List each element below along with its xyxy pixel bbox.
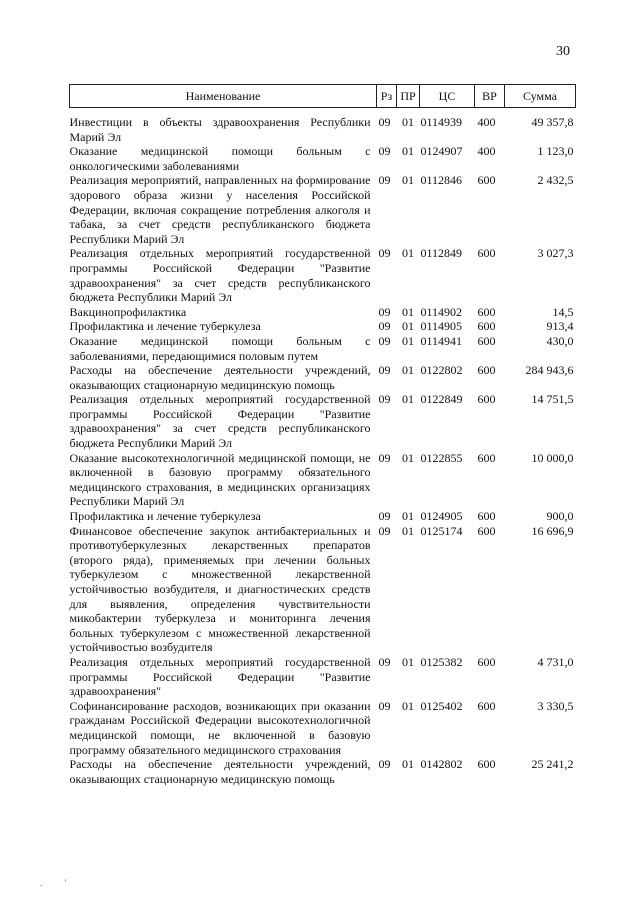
cell-sum: 3 330,5 — [537, 698, 574, 713]
header-sum: Сумма — [505, 85, 576, 108]
cell-vr: 600 — [477, 509, 496, 524]
cell-pr: 01 — [402, 509, 414, 524]
table-row — [70, 451, 576, 509]
cell-cs: 0122855 — [420, 450, 463, 465]
cell-vr: 600 — [477, 757, 496, 772]
cell-sum: 4 731,0 — [537, 654, 574, 669]
cell-name: Вакцинопрофилактика — [69, 304, 187, 319]
cell-vr: 600 — [477, 698, 496, 713]
cell-cs: 0124905 — [420, 509, 463, 524]
cell-sum: 430,0 — [546, 333, 574, 348]
header-name: Наименование — [70, 85, 377, 108]
cell-pr: 01 — [402, 246, 414, 261]
cell-cs: 0125402 — [420, 698, 463, 713]
cell-sum: 25 241,2 — [531, 757, 574, 772]
table-header — [70, 85, 576, 108]
cell-name: Реализация отдельных мероприятий государственной программы Российской Федерации "Развитие здравоохранения" — [69, 654, 371, 699]
cell-vr: 600 — [477, 333, 496, 348]
cell-cs: 0142802 — [420, 757, 463, 772]
cell-name: Профилактика и лечение туберкулеза — [69, 319, 261, 334]
cell-cs: 0122849 — [420, 392, 463, 407]
table-row — [70, 524, 576, 655]
header-cs: ЦС — [420, 85, 475, 108]
cell-vr: 400 — [477, 144, 496, 159]
cell-pr: 01 — [402, 333, 414, 348]
cell-name: Профилактика и лечение туберкулеза — [69, 509, 261, 524]
table-row — [70, 173, 576, 246]
cell-pr: 01 — [402, 144, 414, 159]
table-row — [70, 246, 576, 304]
cell-cs: 0112846 — [420, 173, 463, 188]
cell-vr: 600 — [477, 246, 496, 261]
cell-rz: 09 — [378, 304, 391, 319]
budget-table — [69, 84, 576, 786]
cell-rz: 09 — [378, 173, 391, 188]
cell-vr: 600 — [477, 392, 496, 407]
table-row — [70, 334, 576, 363]
table-row — [70, 392, 576, 450]
cell-rz: 09 — [378, 509, 391, 524]
cell-vr: 400 — [477, 115, 496, 129]
cell-name: Расходы на обеспечение деятельности учреждений, оказывающих стационарную медицинскую помощь — [69, 757, 371, 786]
cell-cs: 0125174 — [420, 523, 463, 538]
cell-name: Расходы на обеспечение деятельности учреждений, оказывающих стационарную медицинскую помощь — [69, 363, 371, 392]
cell-cs: 0114902 — [420, 304, 463, 319]
cell-sum: 1 123,0 — [537, 144, 574, 159]
table-row — [70, 699, 576, 757]
cell-pr: 01 — [402, 319, 414, 334]
cell-sum: 3 027,3 — [537, 246, 574, 261]
cell-cs: 0125382 — [420, 654, 463, 669]
cell-name: Софинансирование расходов, возникающих при оказании гражданам Российской Федерации высокотехнологичной медицинской помощи, не включенной в базовую программу обязательного медицинского страхования — [69, 698, 371, 757]
cell-pr: 01 — [402, 698, 414, 713]
scan-marks: . ' — [40, 878, 67, 888]
cell-vr: 600 — [477, 450, 496, 465]
cell-pr: 01 — [402, 173, 414, 188]
header-pr: ПР — [397, 85, 420, 108]
cell-rz: 09 — [378, 363, 391, 378]
cell-vr: 600 — [477, 523, 496, 538]
cell-cs: 0114941 — [420, 333, 463, 348]
cell-sum: 14 751,5 — [531, 392, 574, 407]
cell-rz: 09 — [378, 757, 391, 772]
cell-rz: 09 — [378, 450, 391, 465]
cell-rz: 09 — [378, 523, 391, 538]
cell-pr: 01 — [402, 523, 414, 538]
cell-pr: 01 — [402, 304, 414, 319]
page-number: 30 — [556, 44, 570, 59]
header-vr: ВР — [475, 85, 505, 108]
cell-rz: 09 — [378, 144, 391, 159]
cell-name: Реализация мероприятий, направленных на формирование здорового образа жизни у населения Российской Федерации, включая сокращение потребления алкоголя и табака, за счет средств республиканского бюджета Республики Марий Эл — [69, 173, 371, 246]
cell-vr: 600 — [477, 363, 496, 378]
table-row — [70, 655, 576, 699]
cell-sum: 10 000,0 — [531, 450, 574, 465]
cell-sum: 284 943,6 — [525, 363, 574, 378]
cell-cs: 0112849 — [420, 246, 463, 261]
cell-vr: 600 — [477, 304, 496, 319]
cell-name: Инвестиции в объекты здравоохранения Республики Марий Эл — [69, 115, 371, 144]
table-row — [70, 108, 576, 145]
cell-rz: 09 — [378, 246, 391, 261]
table-body — [70, 108, 576, 787]
cell-rz: 09 — [378, 698, 391, 713]
table-row — [70, 319, 576, 334]
cell-name: Оказание медицинской помощи больным с заболеваниями, передающимися половым путем — [69, 333, 371, 363]
cell-sum: 16 696,9 — [531, 523, 574, 538]
cell-pr: 01 — [402, 654, 414, 669]
table-row — [70, 363, 576, 392]
cell-vr: 600 — [477, 173, 496, 188]
cell-name: Оказание медицинской помощи больным с онкологическими заболеваниями — [69, 144, 371, 173]
cell-sum: 2 432,5 — [537, 173, 574, 188]
cell-name: Финансовое обеспечение закупок антибактериальных и противотуберкулезных лекарственных препаратов (второго ряда), применяемых при лечении больных туберкулезом с множественной лекарственной устойчивостью возбудителя, и диагностических средств для выявления, определения чувствительности микобактерии туберкулеза и мониторинга лечения больных туберкулезом с множественной лекарственной устойчивостью возбудителя — [69, 523, 371, 655]
cell-sum: 913,4 — [546, 319, 574, 334]
cell-pr: 01 — [402, 450, 414, 465]
cell-vr: 600 — [477, 654, 496, 669]
cell-vr: 600 — [477, 319, 496, 334]
header-rz: Рз — [377, 85, 397, 108]
cell-pr: 01 — [402, 757, 414, 772]
cell-sum: 49 357,8 — [531, 115, 574, 129]
cell-cs: 0122802 — [420, 363, 463, 378]
cell-cs: 0114939 — [420, 115, 463, 129]
table-row — [70, 757, 576, 786]
cell-rz: 09 — [378, 333, 391, 348]
cell-sum: 14,5 — [552, 304, 574, 319]
cell-rz: 09 — [378, 319, 391, 334]
cell-cs: 0114905 — [420, 319, 463, 334]
cell-rz: 09 — [378, 115, 391, 129]
cell-pr: 01 — [402, 363, 414, 378]
cell-name: Реализация отдельных мероприятий государственной программы Российской Федерации "Развитие здравоохранения" за счет средств республиканского бюджета Республики Марий Эл — [69, 392, 371, 451]
table-row — [70, 509, 576, 524]
table-row — [70, 305, 576, 320]
cell-rz: 09 — [378, 392, 391, 407]
cell-sum: 900,0 — [546, 509, 574, 524]
cell-name: Реализация отдельных мероприятий государственной программы Российской Федерации "Развитие здравоохранения" за счет средств республиканского бюджета Республики Марий Эл — [69, 246, 371, 305]
cell-pr: 01 — [402, 392, 414, 407]
cell-pr: 01 — [402, 115, 414, 129]
cell-name: Оказание высокотехнологичной медицинской помощи, не включенной в базовую программу обязательного медицинского страхования, в медицинских организациях Республики Марий Эл — [69, 450, 371, 509]
cell-rz: 09 — [378, 654, 391, 669]
table-row — [70, 144, 576, 173]
cell-cs: 0124907 — [420, 144, 463, 159]
